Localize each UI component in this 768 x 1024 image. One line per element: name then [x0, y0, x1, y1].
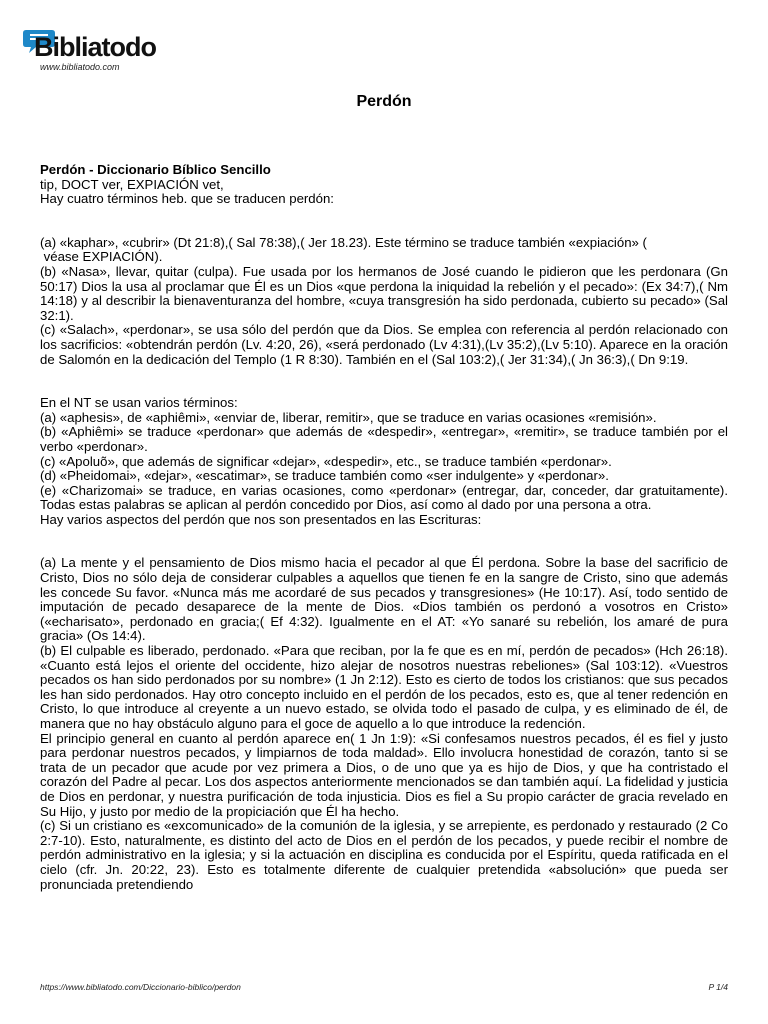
paragraph-charizomai: (e) «Charizomai» se traduce, en varias ocasiones, como «perdonar» (entregar, dar, conceder, dar gratuitamente). Todas estas palabras se aplican al perdón concedido por Dios, así como al dado por una persona a otra. — [40, 482, 728, 513]
document-body — [40, 163, 728, 892]
aspects-intro: Hay varios aspectos del perdón que nos son presentados en las Escrituras: — [40, 511, 482, 527]
paragraph-aphesis: (a) «aphesis», de «aphiêmi», «enviar de, liberar, remitir», que se traduce en varias ocasiones «remisión». — [40, 409, 657, 425]
paragraph-kaphar: (a) «kaphar», «cubrir» (Dt 21:8),( Sal 78:38),( Jer 18.23). Este término se traduce también «expiación» ( — [40, 234, 647, 250]
paragraph-aspect-b: (b) El culpable es liberado, perdonado. «Para que reciban, por la fe que es en mí, perdón de pecados» (Hch 26:18). «Cuanto está lejos el oriente del occidente, hizo alejar de nosotros nuestras rebeliones» (Sal 103:12). «Vuestros pecados os han sido perdonados por su nombre» (1 Jn 2:12). Esto es cierto de todos los cristianos: que sus pecados les han sido perdonados. Hay otro concepto incluido en el perdón de los pecados, esto es, que al tener redención en Cristo, lo que introduce al creyente a un nuevo estado, se olvida todo el pasado de culpa, y es eliminado de él, de manera que no hay obstáculo alguno para el goce de aquello a lo que introduce la redención. — [40, 643, 728, 731]
paragraph-general-principle: El principio general en cuanto al perdón aparece en( 1 Jn 1:9): «Si confesamos nuestros pecados, él es fiel y justo para perdonar nuestros pecados, y limpiarnos de toda maldad». Ello involucra honestidad de corazón, tanto si se trata de un pecador que acude por vez primera a Dios, o de uno que ya es hijo de Dios, y que ha contristado el corazón del Padre al pecar. Los dos aspectos anteriormente mencionados se dan también aquí. La fidelidad y justicia de Dios en perdonar, y nuestra purificación de toda injusticia. Dios es fiel a Su propio carácter de gracia revelado en Su Hijo, y justo por medio de la propiciación que Él ha hecho. — [40, 730, 728, 819]
page-title: Perdón — [356, 93, 412, 110]
footer-url[interactable]: https://www.bibliatodo.com/Diccionario-biblico/perdon — [40, 982, 241, 992]
page-number: P 1/4 — [708, 982, 728, 992]
paragraph-nasa: (b) «Nasa», llevar, quitar (culpa). Fue usada por los hermanos de José cuando le pidieron que les perdonara (Gn 50:17) Dios la usa al proclamar que Él es un Dios «que perdona la iniquidad la rebelión y el pecado»: (Ex 34:7),( Nm 14:18) y al describir la bienaventuranza del hombre, «cuya transgresión ha sido perdonada, cubierto su pecado» (Sal 32:1). — [40, 263, 728, 323]
site-logo[interactable] — [22, 26, 172, 76]
intro-line-2: Hay cuatro términos heb. que se traducen perdón: — [40, 191, 334, 207]
entry-heading: Perdón - Diccionario Bíblico Sencillo — [40, 162, 271, 177]
nt-intro: En el NT se usan varios términos: — [40, 395, 238, 411]
paragraph-salach: (c) «Salach», «perdonar», se usa sólo del perdón que da Dios. Se emplea con referencia al perdón relacionado con los sacrificios: «obtendrán perdón (Lv. 4:20, 26), «será perdonado (Lv 4:31),(Lv 35:2),(Lv 5:10). Aparece en la oración de Salomón en la dedicación del Templo (1 R 8:30). También en el (Sal 103:2),( Jer 31:34),( Jn 36:3),( Dn 9:19. — [40, 322, 728, 367]
paragraph-see-expiacion: véase EXPIACIÓN). — [40, 249, 163, 265]
logo-url[interactable]: www.bibliatodo.com — [40, 62, 120, 72]
intro-line-1: tip, DOCT ver, EXPIACIÓN vet, — [40, 176, 224, 192]
paragraph-aphiemi: (b) «Aphiêmi» se traduce «perdonar» que además de «despedir», «entregar», «remitir», se traduce también por el verbo «perdonar». — [40, 424, 728, 454]
paragraph-pheidomai: (d) «Pheidomai», «dejar», «escatimar», se traduce también como «ser indulgente» y «perdonar». — [40, 468, 609, 484]
paragraph-aspect-a: (a) La mente y el pensamiento de Dios mismo hacia el pecador al que Él perdona. Sobre la base del sacrificio de Cristo, Dios no sólo deja de considerar culpables a aquellos que tienen fe en la sangre de Cristo, sino que además les concede Su favor. «Nunca más me acordaré de sus pecados y transgresiones» (He 10:17). Así, todo sentido de imputación de pecado desaparece de la mente de Dios. «Dios también os perdonó a vosotros en Cristo» («echarisato», perdonado en gracia;( Ef 4:32). Igualmente en el AT: «Yo sanaré su rebelión, los amaré de pura gracia» (Os 14:4). — [40, 555, 728, 644]
paragraph-apoluo: (c) «Apoluõ», que además de significar «dejar», «despedir», etc., se traduce también «perdonar». — [40, 453, 612, 469]
paragraph-aspect-c: (c) Si un cristiano es «excomunicado» de la comunión de la iglesia, y se arrepiente, es perdonado y restaurado (2 Co 2:7-10). Esto, naturalmente, es distinto del acto de Dios en el perdón de los pecados, y puede recibir el nombre de perdón administrativo en la iglesia; y si la actuación en disciplina es conducida por el Espíritu, queda ratificada en el cielo (cfr. Jn. 20:22, 23). Esto es totalmente diferente de cualquier pretendida «absolución» que pueda ser pronunciada pretendiendo — [40, 818, 728, 892]
logo-text: Bibliatodo — [34, 32, 156, 62]
